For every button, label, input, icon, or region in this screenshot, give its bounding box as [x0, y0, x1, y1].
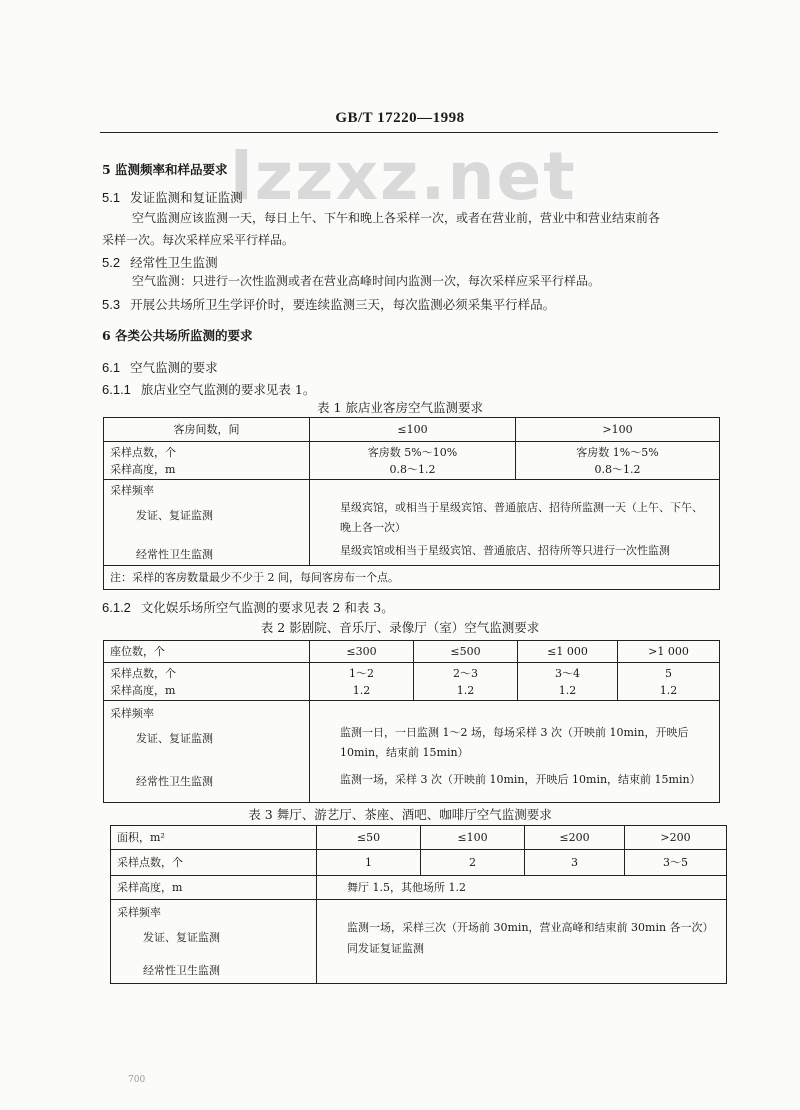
- table-cell: 采样点数，个 采样高度，m: [104, 442, 310, 480]
- section-6-1-2-heading: [102, 598, 394, 616]
- section-title: 空气监测的要求: [130, 360, 218, 375]
- table-cell: 客房数 1%～5% 0.8～1.2: [516, 442, 720, 480]
- table-header-cell: ≤1 000: [518, 641, 618, 663]
- paragraph: 空气监测应该监测一天，每日上午、下午和晚上各采样一次，或者在营业前，营业中和营业结束前各: [132, 211, 661, 225]
- table-cell: 3: [525, 850, 625, 876]
- table-header-cell: ≤500: [414, 641, 518, 663]
- paragraph: 空气监测：只进行一次性监测或者在营业高峰时间内监测一次，每次采样应采平行样品。: [132, 274, 601, 288]
- header-rule: [100, 132, 718, 133]
- table-cell: 采样点数，个 采样高度，m: [104, 663, 310, 701]
- section-5-3-heading: [102, 295, 555, 313]
- table-cell: 采样点数，个: [111, 850, 317, 876]
- table-cell: 3～5: [625, 850, 727, 876]
- section-number: 5.1: [102, 190, 121, 205]
- table-1-caption: 表 1 旅店业客房空气监测要求: [317, 400, 483, 415]
- table-2-caption: 表 2 影剧院、音乐厅、录像厅（室）空气监测要求: [260, 620, 540, 635]
- table-cell: 监测一日，一日监测 1～2 场，每场采样 3 次（开映前 10min，开映后 10min，结束前 15min） 监测一场，采样 3 次（开映前 10min，开映后 10min，结束前 15min）: [310, 701, 720, 803]
- table-cell: 星级宾馆，或相当于星级宾馆、普通旅店、招待所监测一天（上午、下午、晚上各一次） 星级宾馆或相当于星级宾馆、普通旅店、招待所等只进行一次性监测: [310, 480, 720, 566]
- table-header-cell: ≤200: [525, 826, 625, 850]
- paragraph: 文化娱乐场所空气监测的要求见表 2 和表 3。: [140, 600, 394, 615]
- table-cell: 监测一场，采样三次（开场前 30min，营业高峰和结束前 30min 各一次） 同发证复证监测: [317, 900, 727, 984]
- table-cell: 1: [317, 850, 421, 876]
- section-5-title: 5 监测频率和样品要求: [102, 162, 228, 177]
- table-cell: 1～2 1.2: [310, 663, 414, 701]
- table-cell: 采样频率 发证、复证监测 经常性卫生监测: [104, 480, 310, 566]
- table-cell: 2～3 1.2: [414, 663, 518, 701]
- paragraph: 采样一次。每次采样应采平行样品。: [102, 233, 295, 247]
- table-cell: 5 1.2: [618, 663, 720, 701]
- table-header-cell: 面积，m²: [111, 826, 317, 850]
- section-number: 6.1.2: [102, 600, 131, 615]
- table-cell: 3～4 1.2: [518, 663, 618, 701]
- section-5-1-heading: [102, 188, 243, 206]
- table-3-caption: 表 3 舞厅、游艺厅、茶座、酒吧、咖啡厅空气监测要求: [248, 807, 552, 822]
- table-note: 注：采样的客房数量最少不少于 2 间，每间客房布一个点。: [104, 566, 720, 590]
- paragraph: 旅店业空气监测的要求见表 1。: [140, 382, 316, 397]
- table-3: [110, 825, 727, 984]
- paragraph: 开展公共场所卫生学评价时，要连续监测三天，每次监测必须采集平行样品。: [130, 297, 556, 312]
- section-6-1-heading: [102, 358, 218, 376]
- table-header-cell: ≤100: [421, 826, 525, 850]
- table-header-cell: 客房间数，间: [104, 418, 310, 442]
- table-cell: 舞厅 1.5，其他场所 1.2: [317, 876, 727, 900]
- section-title: 经常性卫生监测: [130, 255, 218, 270]
- table-cell: 采样频率 发证、复证监测 经常性卫生监测: [111, 900, 317, 984]
- section-number: 6.1.1: [102, 382, 131, 397]
- section-5-2-heading: [102, 253, 218, 271]
- table-header-cell: >100: [516, 418, 720, 442]
- watermark: lzzxz.net: [230, 138, 577, 215]
- table-header-cell: >1 000: [618, 641, 720, 663]
- table-header-cell: 座位数，个: [104, 641, 310, 663]
- section-6-title: 6 各类公共场所监测的要求: [102, 328, 253, 343]
- document-header: GB/T 17220—1998: [335, 110, 465, 126]
- table-header-cell: ≤300: [310, 641, 414, 663]
- table-cell: 客房数 5%～10% 0.8～1.2: [310, 442, 516, 480]
- table-header-cell: >200: [625, 826, 727, 850]
- table-cell: 2: [421, 850, 525, 876]
- section-number: 5.3: [102, 297, 121, 312]
- page-number: 700: [128, 1075, 146, 1085]
- table-cell: 采样频率 发证、复证监测 经常性卫生监测: [104, 701, 310, 803]
- table-header-cell: ≤50: [317, 826, 421, 850]
- section-6-1-1-heading: [102, 380, 315, 398]
- section-title: 发证监测和复证监测: [130, 190, 243, 205]
- table-header-cell: ≤100: [310, 418, 516, 442]
- section-number: 5.2: [102, 255, 121, 270]
- table-cell: 采样高度，m: [111, 876, 317, 900]
- section-number: 6.1: [102, 360, 121, 375]
- table-1: [103, 417, 720, 590]
- table-2: [103, 640, 720, 803]
